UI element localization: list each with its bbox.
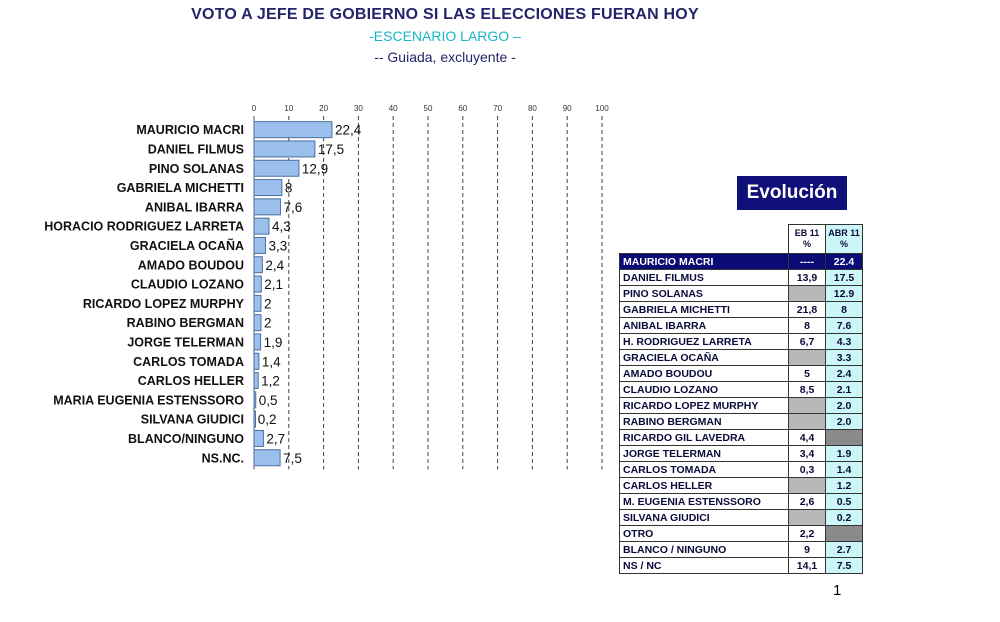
evolution-row bbox=[620, 270, 863, 286]
evolution-row-name: BLANCO / NINGUNO bbox=[620, 542, 789, 558]
bar bbox=[254, 450, 280, 466]
bar bbox=[254, 180, 282, 196]
evolution-row bbox=[620, 254, 863, 270]
evolution-row-name: M. EUGENIA ESTENSSORO bbox=[620, 494, 789, 510]
evolution-row-col2: 0.2 bbox=[826, 510, 863, 526]
bar bbox=[254, 199, 280, 215]
x-tick-label: 0 bbox=[251, 104, 257, 113]
evolution-header-col2 bbox=[826, 225, 863, 254]
evolution-row-col1: 2,6 bbox=[789, 494, 826, 510]
evolution-row-col1 bbox=[789, 510, 826, 526]
evolution-row bbox=[620, 478, 863, 494]
evolution-row-col1: 5 bbox=[789, 366, 826, 382]
bar-value-label: 7,6 bbox=[283, 199, 303, 215]
evolution-row bbox=[620, 414, 863, 430]
x-tick-label: 60 bbox=[458, 104, 468, 113]
evolution-row-col1: 6,7 bbox=[789, 334, 826, 350]
evolution-row bbox=[620, 494, 863, 510]
evolution-header-col1-period: EB 11 bbox=[794, 228, 820, 238]
evolution-row-col1: 21,8 bbox=[789, 302, 826, 318]
x-tick-label: 100 bbox=[595, 104, 609, 113]
bar bbox=[254, 295, 261, 311]
bar-value-label: 0,2 bbox=[257, 412, 277, 428]
x-tick-label: 30 bbox=[353, 104, 363, 113]
evolution-row-col2: 8 bbox=[826, 302, 863, 318]
evolution-row-col2: 2.4 bbox=[826, 366, 863, 382]
evolution-row-col1: 13,9 bbox=[789, 270, 826, 286]
bar-value-label: 2 bbox=[263, 296, 272, 312]
evolution-row bbox=[620, 398, 863, 414]
bar-value-label: 1,4 bbox=[261, 354, 281, 370]
evolution-row bbox=[620, 334, 863, 350]
bar-value-label: 1,2 bbox=[261, 373, 280, 389]
evolution-row bbox=[620, 446, 863, 462]
evolution-row-col2: 2.1 bbox=[826, 382, 863, 398]
category-label: CLAUDIO LOZANO bbox=[130, 277, 244, 292]
evolution-row-col1: 3,4 bbox=[789, 446, 826, 462]
category-label: GABRIELA MICHETTI bbox=[116, 181, 244, 196]
bar-value-label: 4,3 bbox=[271, 219, 291, 235]
category-label: JORGE TELERMAN bbox=[127, 335, 244, 350]
bar bbox=[254, 334, 261, 350]
evolution-row-col2: 7.5 bbox=[826, 558, 863, 574]
evolution-row-col2: 4.3 bbox=[826, 334, 863, 350]
bar-value-label: 2,4 bbox=[265, 257, 285, 273]
bar bbox=[254, 276, 261, 292]
bar-value-label: 22,4 bbox=[334, 122, 362, 138]
bar bbox=[254, 160, 299, 176]
evolution-row-col1: 8 bbox=[789, 318, 826, 334]
evolution-row-name: RABINO BERGMAN bbox=[620, 414, 789, 430]
x-tick-label: 50 bbox=[423, 104, 433, 113]
category-label: CARLOS TOMADA bbox=[133, 354, 244, 369]
category-label: RABINO BERGMAN bbox=[126, 316, 244, 331]
evolution-row-col2 bbox=[826, 526, 863, 542]
evolution-row-name: ANIBAL IBARRA bbox=[620, 318, 789, 334]
evolution-row-col1 bbox=[789, 350, 826, 366]
evolution-row bbox=[620, 462, 863, 478]
bar bbox=[254, 218, 269, 234]
evolution-row-col1 bbox=[789, 286, 826, 302]
evolution-row bbox=[620, 510, 863, 526]
category-label: MAURICIO MACRI bbox=[136, 123, 244, 138]
x-tick-label: 80 bbox=[527, 104, 537, 113]
evolution-row-col2: 2.0 bbox=[826, 398, 863, 414]
evolution-row-col2: 0.5 bbox=[826, 494, 863, 510]
evolution-row bbox=[620, 286, 863, 302]
x-tick-label: 70 bbox=[493, 104, 503, 113]
evolution-row-col1 bbox=[789, 398, 826, 414]
evolution-row-col2: 1.9 bbox=[826, 446, 863, 462]
evolution-header-blank bbox=[620, 225, 789, 254]
category-label: SILVANA GIUDICI bbox=[140, 412, 244, 427]
evolution-row-col2: 2.7 bbox=[826, 542, 863, 558]
evolution-row-col1: 0,3 bbox=[789, 462, 826, 478]
category-label: HORACIO RODRIGUEZ LARRETA bbox=[44, 219, 244, 234]
evolution-row-col1: 8,5 bbox=[789, 382, 826, 398]
bar bbox=[254, 315, 261, 331]
chart-title: VOTO A JEFE DE GOBIERNO SI LAS ELECCIONES FUERAN HOY bbox=[191, 6, 699, 23]
evolution-row-col2: 2.0 bbox=[826, 414, 863, 430]
evolution-row-col2: 3.3 bbox=[826, 350, 863, 366]
bar bbox=[254, 141, 315, 157]
bar-value-label: 12,9 bbox=[301, 161, 329, 177]
evolution-row bbox=[620, 302, 863, 318]
bar-value-label: 8 bbox=[284, 180, 293, 196]
x-tick-label: 20 bbox=[319, 104, 329, 113]
evolution-title: Evolución bbox=[737, 176, 847, 210]
evolution-row bbox=[620, 382, 863, 398]
category-label: AMADO BOUDOU bbox=[137, 258, 244, 273]
evolution-table-body bbox=[620, 254, 863, 574]
bar-value-label: 2,1 bbox=[264, 277, 284, 293]
category-label: ANIBAL IBARRA bbox=[144, 200, 244, 215]
bar bbox=[254, 373, 258, 389]
evolution-row-name: DANIEL FILMUS bbox=[620, 270, 789, 286]
bar bbox=[254, 411, 256, 427]
evolution-row-col1: 4,4 bbox=[789, 430, 826, 446]
category-label: MARIA EUGENIA ESTENSSORO bbox=[53, 393, 244, 408]
evolution-row bbox=[620, 558, 863, 574]
evolution-row-name: MAURICIO MACRI bbox=[620, 254, 789, 270]
x-tick-label: 40 bbox=[388, 104, 398, 113]
evolution-row-name: AMADO BOUDOU bbox=[620, 366, 789, 382]
evolution-row bbox=[620, 350, 863, 366]
evolution-row-col1: 2,2 bbox=[789, 526, 826, 542]
evolution-row-col2: 7.6 bbox=[826, 318, 863, 334]
evolution-row-name: CLAUDIO LOZANO bbox=[620, 382, 789, 398]
evolution-row-col2: 1.4 bbox=[826, 462, 863, 478]
evolution-row-name: GRACIELA OCAÑA bbox=[620, 350, 789, 366]
page-number: 1 bbox=[833, 582, 842, 599]
evolution-table-head bbox=[620, 225, 863, 254]
bar bbox=[254, 257, 262, 273]
evolution-row bbox=[620, 542, 863, 558]
bar-value-label: 3,3 bbox=[268, 238, 288, 254]
evolution-row-name: H. RODRIGUEZ LARRETA bbox=[620, 334, 789, 350]
evolution-header-col1 bbox=[789, 225, 826, 254]
evolution-row-col2: 12.9 bbox=[826, 286, 863, 302]
evolution-row-col1: ---- bbox=[789, 254, 826, 270]
evolution-row bbox=[620, 318, 863, 334]
evolution-row-col2 bbox=[826, 430, 863, 446]
x-tick-label: 10 bbox=[284, 104, 294, 113]
evolution-table bbox=[619, 224, 863, 574]
evolution-header-col1-unit: % bbox=[802, 239, 811, 249]
evolution-row-name: RICARDO GIL LAVEDRA bbox=[620, 430, 789, 446]
category-label: DANIEL FILMUS bbox=[147, 142, 244, 157]
evolution-row-col1 bbox=[789, 478, 826, 494]
bar-value-label: 0,5 bbox=[258, 392, 278, 408]
evolution-row-name: OTRO bbox=[620, 526, 789, 542]
evolution-row-name: CARLOS TOMADA bbox=[620, 462, 789, 478]
bar-value-label: 2 bbox=[263, 315, 272, 331]
x-tick-label: 90 bbox=[562, 104, 572, 113]
evolution-header-col2-unit: % bbox=[839, 239, 848, 249]
evolution-row bbox=[620, 526, 863, 542]
evolution-row-col1: 14,1 bbox=[789, 558, 826, 574]
category-label: NS.NC. bbox=[201, 451, 244, 466]
evolution-row bbox=[620, 366, 863, 382]
evolution-row-name: CARLOS HELLER bbox=[620, 478, 789, 494]
evolution-row-col2: 1.2 bbox=[826, 478, 863, 494]
bar-value-label: 17,5 bbox=[317, 141, 345, 157]
evolution-row-col2: 17.5 bbox=[826, 270, 863, 286]
category-label: GRACIELA OCAÑA bbox=[129, 238, 244, 253]
evolution-row-name: RICARDO LOPEZ MURPHY bbox=[620, 398, 789, 414]
evolution-row-name: JORGE TELERMAN bbox=[620, 446, 789, 462]
evolution-row-col1 bbox=[789, 414, 826, 430]
evolution-row bbox=[620, 430, 863, 446]
bar bbox=[254, 353, 259, 369]
bar bbox=[254, 237, 265, 253]
chart-subtitle-secondary: -- Guiada, excluyente - bbox=[374, 49, 516, 65]
evolution-row-name: SILVANA GIUDICI bbox=[620, 510, 789, 526]
chart-subtitle: -ESCENARIO LARGO – bbox=[369, 28, 521, 44]
evolution-row-name: PINO SOLANAS bbox=[620, 286, 789, 302]
evolution-row-col1: 9 bbox=[789, 542, 826, 558]
bar bbox=[254, 392, 256, 408]
bar-value-label: 2,7 bbox=[266, 431, 286, 447]
category-label: CARLOS HELLER bbox=[137, 374, 244, 389]
category-label: RICARDO LOPEZ MURPHY bbox=[82, 296, 244, 311]
bar-value-label: 7,5 bbox=[283, 450, 302, 466]
evolution-row-name: GABRIELA MICHETTI bbox=[620, 302, 789, 318]
evolution-row-name: NS / NC bbox=[620, 558, 789, 574]
bar bbox=[254, 122, 332, 138]
evolution-header-col2-period: ABR 11 bbox=[828, 228, 860, 238]
evolution-row-col2: 22.4 bbox=[826, 254, 863, 270]
bar bbox=[254, 430, 263, 446]
category-label: BLANCO/NINGUNO bbox=[128, 431, 244, 446]
category-label: PINO SOLANAS bbox=[148, 161, 244, 176]
bar-chart bbox=[0, 0, 620, 480]
bar-value-label: 1,9 bbox=[263, 334, 283, 350]
